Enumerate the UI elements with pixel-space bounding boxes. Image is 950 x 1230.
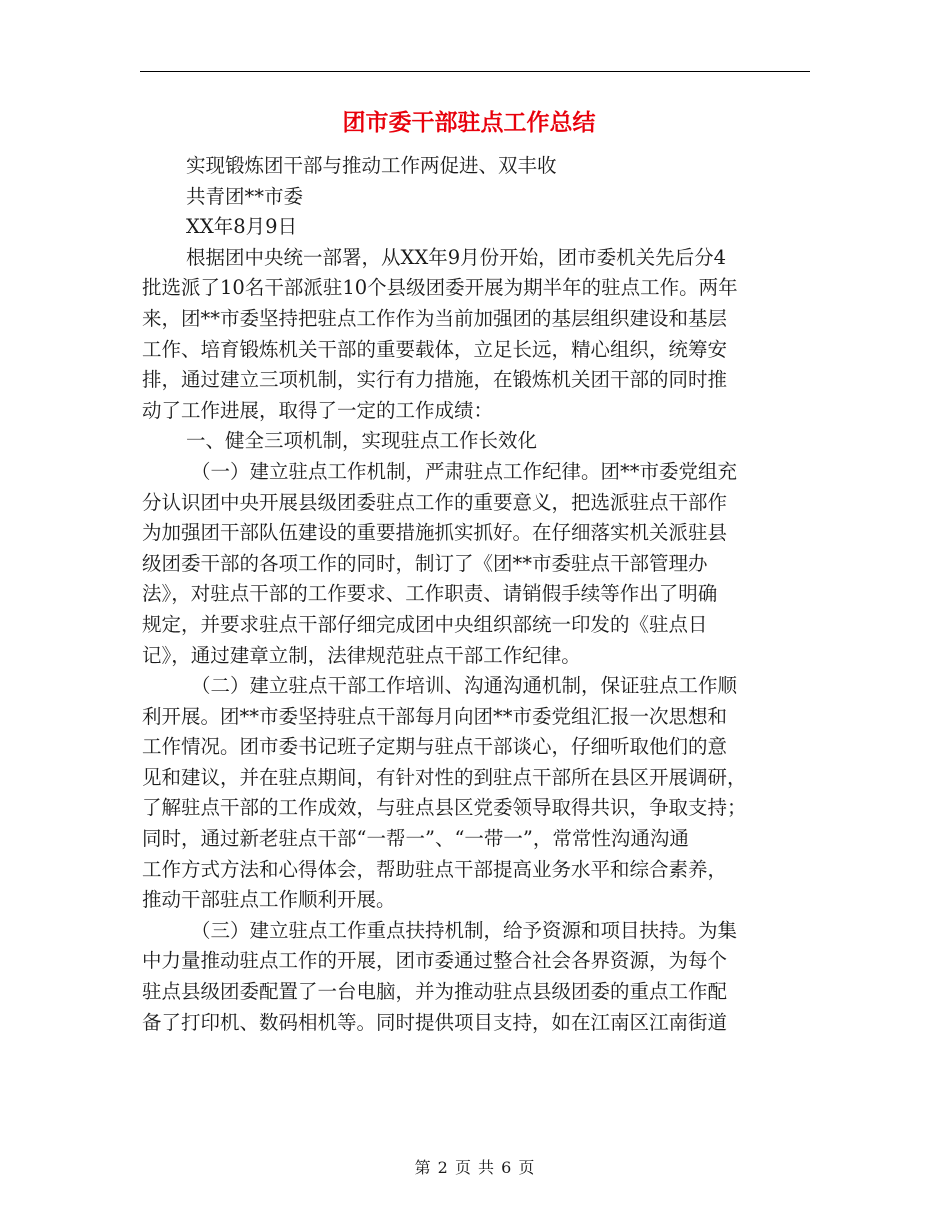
paragraph-line: 级团委干部的各项工作的同时，制订了《团**市委驻点干部管理办 <box>142 551 708 575</box>
date-line: XX年8月9日 <box>186 215 298 239</box>
paragraph-line: 推动干部驻点工作顺利开展。 <box>142 888 396 912</box>
paragraph-line: 批选派了10名干部派驻10个县级团委开展为期半年的驻点工作。两年 <box>142 276 738 300</box>
paragraph-line: 驻点县级团委配置了一台电脑，并为推动驻点县级团委的重点工作配 <box>142 980 728 1004</box>
paragraph-line: 根据团中央统一部署，从XX年9月份开始，团市委机关先后分4 <box>186 245 727 269</box>
paragraph-line: 工作方式方法和心得体会，帮助驻点干部提高业务水平和综合素养， <box>142 857 728 881</box>
document-title: 团市委干部驻点工作总结 <box>342 109 596 136</box>
paragraph-line: 了解驻点干部的工作成效，与驻点县区党委领导取得共识，争取支持； <box>142 796 747 820</box>
paragraph-line: 工作情况。团市委书记班子定期与驻点干部谈心，仔细听取他们的意 <box>142 735 728 759</box>
paragraph-line: 来，团**市委坚持把驻点工作作为当前加强团的基层组织建设和基层 <box>142 306 728 330</box>
paragraph-line: （一）建立驻点工作机制，严肃驻点工作纪律。团**市委党组充 <box>191 459 738 483</box>
paragraph-line: 为加强团干部队伍建设的重要措施抓实抓好。在仔细落实机关派驻县 <box>142 521 728 545</box>
paragraph-line: 动了工作进展，取得了一定的工作成绩： <box>142 398 494 422</box>
document-body <box>142 103 796 1038</box>
paragraph-line: （三）建立驻点工作重点扶持机制，给予资源和项目扶持。为集 <box>191 918 738 942</box>
paragraph-line: 工作、培育锻炼机关干部的重要载体，立足长远，精心组织，统筹安 <box>142 337 728 361</box>
paragraph-line: 规定，并要求驻点干部仔细完成团中央组织部统一印发的《驻点日 <box>142 612 708 636</box>
paragraph-line: 中力量推动驻点工作的开展，团市委通过整合社会各界资源，为每个 <box>142 949 728 973</box>
paragraph-line: 排，通过建立三项机制，实行有力措施，在锻炼机关团干部的同时推 <box>142 368 728 392</box>
author-line: 共青团**市委 <box>186 184 304 208</box>
paragraph-line: （二）建立驻点干部工作培训、沟通沟通机制，保证驻点工作顺 <box>191 674 738 698</box>
paragraph-line: 同时，通过新老驻点干部“一帮一”、“一带一”，常常性沟通沟通 <box>142 827 689 851</box>
paragraph-line: 分认识团中央开展县级团委驻点工作的重要意义，把选派驻点干部作 <box>142 490 728 514</box>
header-rule <box>140 71 810 72</box>
paragraph-line: 见和建议，并在驻点期间，有针对性的到驻点干部所在县区开展调研， <box>142 765 747 789</box>
body-text <box>142 151 796 1038</box>
paragraph-line: 法》，对驻点干部的工作要求、工作职责、请销假手续等作出了明确 <box>142 582 718 606</box>
paragraph-line: 记》，通过建章立制，法律规范驻点干部工作纪律。 <box>142 643 581 667</box>
page-number: 第 2 页 共 6 页 <box>414 1158 536 1177</box>
subtitle-line: 实现锻炼团干部与推动工作两促进、双丰收 <box>186 154 557 177</box>
section-heading: 一、健全三项机制，实现驻点工作长效化 <box>186 429 538 453</box>
paragraph-line: 利开展。团**市委坚持驻点干部每月向团**市委党组汇报一次思想和 <box>142 704 728 728</box>
paragraph-line: 备了打印机、数码相机等。同时提供项目支持，如在江南区江南街道 <box>142 1010 728 1034</box>
